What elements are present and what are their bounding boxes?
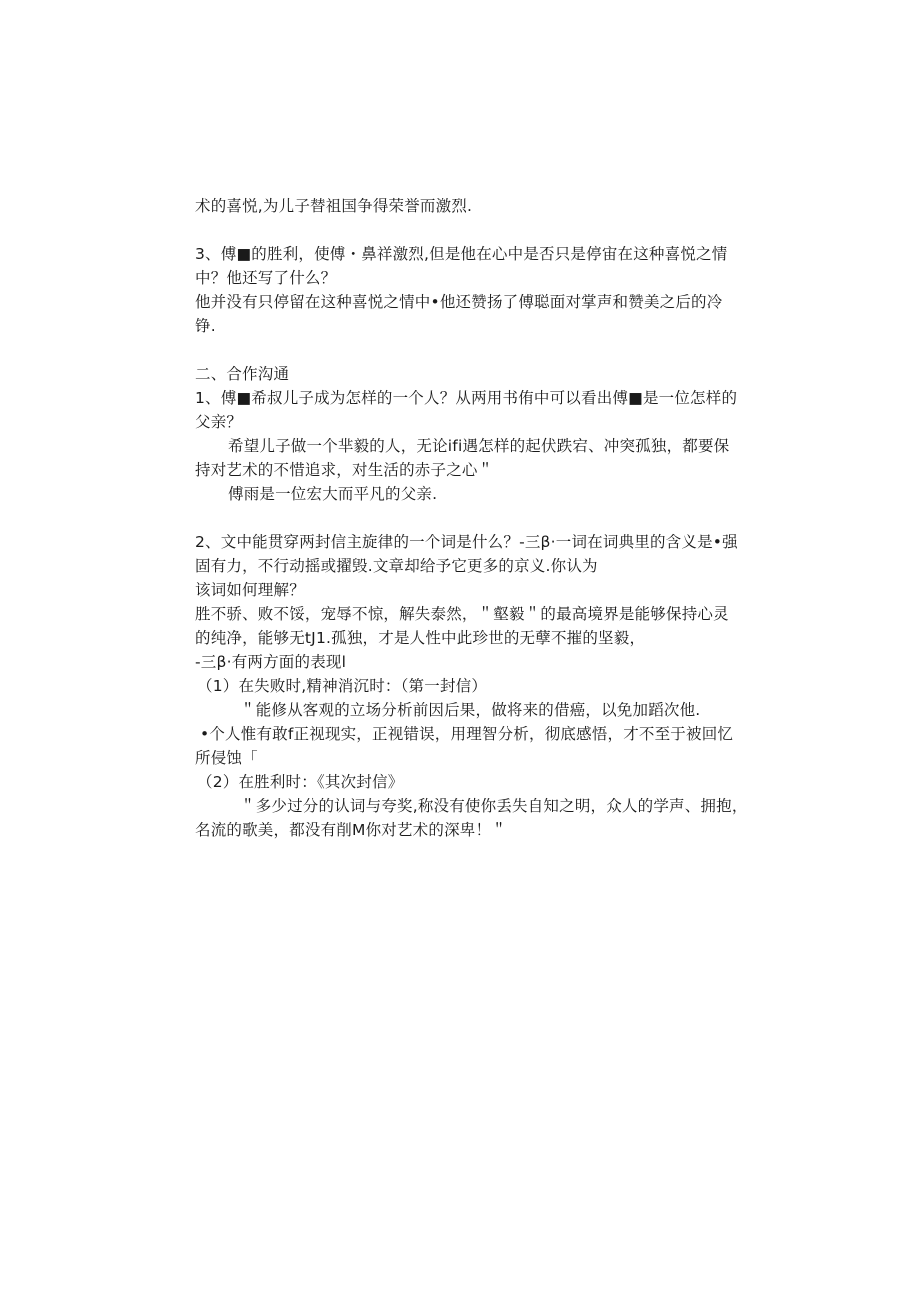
question-2-line-1: 2、文中能贯穿两封信主旋律的一个词是什么？-三β·一词在词典里的含义是•强 (195, 533, 738, 551)
point-1-quote-line-3: 所侵蚀「 (195, 749, 258, 767)
point-1-quote-line-2: •个人惟有敢f正视现实，正视错误，用理智分析，彻底感悟，才不至于被回忆 (200, 725, 734, 743)
point-2-quote-line-2: 名流的歌美，都没有削M你对艺术的深卑！＂ (195, 821, 507, 839)
answer-1-line-1: 希望儿子做一个芈毅的人，无论ifi遇怎样的起伏跌宕、冲突孤独，都要保 (228, 437, 730, 455)
answer-2-line-1: 胜不骄、败不馁，宠辱不惊，解失泰然，＂壑毅＂的最高境界是能够保持心灵 (195, 605, 729, 623)
answer-3-line-2: 铮. (195, 317, 216, 335)
answer-2-line-2: 的纯净，能够无tJ1.孤独，才是人性中此珍世的无孽不摧的坚毅， (195, 629, 646, 647)
text-line: 术的喜悦,为儿子替祖国争得荣誉而激烈. (195, 197, 473, 215)
answer-1-line-3: 傅雨是一位宏大而平凡的父亲. (228, 485, 438, 503)
point-1-quote-line-1: ＂能修从客观的立场分析前因后果，做将来的借癌，以免加蹈次他. (240, 701, 701, 719)
question-3-line-2: 中？他还写了什么？ (195, 269, 337, 287)
question-3-line-1: 3、傅■的胜利，使傅・鼻祥激烈,但是他在心中是否只是停宙在这种喜悦之情 (195, 245, 728, 263)
question-1-line-1: 1、傅■希叔儿子成为怎样的一个人？从两用书侑中可以看出傅■是一位怎样的 (195, 389, 738, 407)
answer-1-line-2: 持对艺术的不惜追求，对生活的赤子之心＂ (195, 461, 494, 479)
point-1-heading: （1）在失败时,精神消沉时：（第一封信） (197, 677, 488, 695)
question-2-line-3: 该词如何理解？ (195, 581, 305, 599)
question-2-line-2: 固有力，不行动摇或擢毁.文章却给予它更多的京义.你认为 (195, 557, 598, 575)
point-2-heading: （2）在胜利时：《其次封信》 (197, 773, 404, 791)
section-heading: 二、合作沟通 (195, 365, 290, 383)
point-2-quote-line-1: ＂多少过分的认词与夸奖,称没有使你丢失自知之明，众人的学声、拥抱， (240, 797, 748, 815)
answer-2-line-3: -三β·有两方面的表现l (195, 653, 347, 671)
answer-3-line-1: 他并没有只停留在这种喜悦之情中•他还赞扬了傅聪面对掌声和赞美之后的冷 (195, 293, 723, 311)
question-1-line-2: 父亲？ (195, 413, 243, 431)
